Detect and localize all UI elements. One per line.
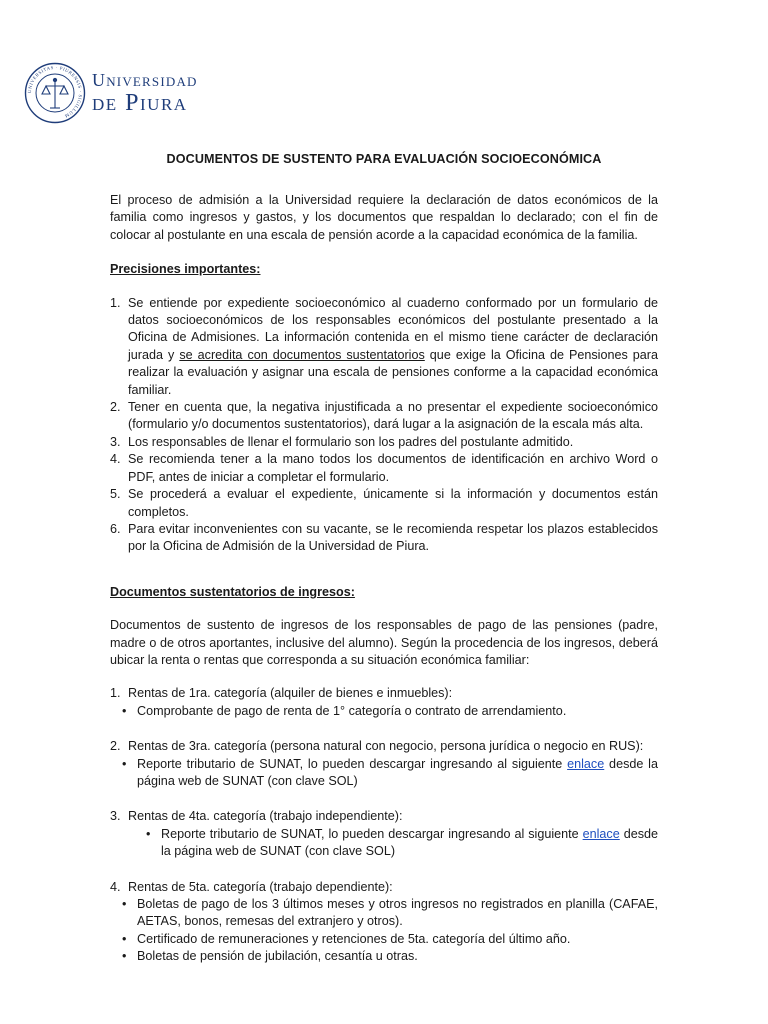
cat4-bullet-text-b: desde la página web de SUNAT (con clave SOL) — [161, 826, 659, 859]
sunat-link[interactable]: enlace — [567, 756, 605, 771]
list-item — [110, 808, 658, 860]
cat3-bullet-text-a: Reporte tributario de SUNAT, lo pueden descargar ingresando al siguiente — [137, 756, 568, 771]
list-item — [110, 826, 658, 861]
precision-3-text: Los responsables de llenar el formulario son los padres del postulante admitido. — [128, 434, 574, 449]
document-title: DOCUMENTOS DE SUSTENTO PARA EVALUACIÓN SOCIOECONÓMICA — [166, 152, 602, 166]
cat5-label: Rentas de 5ta. categoría (trabajo dependiente): — [128, 879, 393, 894]
sunat-link-2[interactable]: enlace — [582, 826, 620, 841]
university-wordmark — [92, 70, 198, 116]
list-number-2: 2. — [110, 739, 121, 754]
precision-1-text-a: Se entiende por expediente socioeconómico al cuaderno conformado por un formulario de datos socioeconómicos de los responsables económicos del postulante presentado a la Oficina de Admisiones. La información contenida en el mismo tiene carácter de declaración jurada y — [128, 295, 658, 362]
precision-4-text: Se recomienda tener a la mano todos los documentos de identificación en archivo Word o PDF, antes de iniciar a completar el formulario. — [128, 452, 658, 484]
logo-line-2: de Piura — [92, 90, 188, 116]
list-item — [110, 399, 658, 434]
list-number: 1. — [110, 295, 121, 310]
list-item — [110, 931, 658, 948]
intro-paragraph: El proceso de admisión a la Universidad requiere la declaración de datos económicos de la familia como ingresos y gastos, y los documentos que respaldan lo declarado; con el fin de colocar al postulante en una escala de pensión acorde a la capacidad económica de la familia. — [110, 193, 658, 242]
precision-1-text-b: que exige la Oficina de Pensiones para realizar la evaluación y asignar una escala de pensiones conforme a la capacidad económica familiar. — [128, 347, 658, 397]
list-item — [110, 879, 658, 966]
list-item — [110, 756, 658, 791]
list-item — [110, 948, 658, 965]
bullet-icon: • — [122, 931, 127, 946]
list-item — [110, 703, 658, 720]
list-item — [110, 451, 658, 486]
precision-1-underlined: se acredita con documentos sustentatorios — [179, 347, 425, 362]
cat1-label: Rentas de 1ra. categoría (alquiler de bienes e inmuebles): — [128, 686, 453, 701]
list-number: 3. — [110, 434, 121, 449]
list-item — [110, 685, 658, 720]
document-body — [110, 192, 658, 966]
precision-5-text: Se procederá a evaluar el expediente, únicamente si la información y documentos están completos. — [128, 487, 658, 519]
cat4-bullet-text-a: Reporte tributario de SUNAT, lo pueden descargar ingresando al siguiente — [161, 826, 583, 841]
university-seal-icon — [24, 62, 86, 124]
cat1-bullets — [110, 703, 658, 720]
precisiones-heading: Precisiones importantes: — [110, 262, 261, 277]
cat3-label: Rentas de 3ra. categoría (persona natural con negocio, persona jurídica o negocio en RUS): — [128, 739, 644, 754]
cat5-bullet-2: Certificado de remuneraciones y retenciones de 5ta. categoría del último año. — [137, 931, 571, 946]
list-number: 6. — [110, 521, 121, 536]
list-number-4: 4. — [110, 879, 121, 894]
list-item — [110, 434, 658, 451]
precision-2-text: Tener en cuenta que, la negativa injustificada a no presentar el expediente socioeconómico (formulario y/o documentos sustentatorios), dará lugar a la asignación de la escala más alta. — [128, 400, 658, 432]
svg-text:UNIVERSITAS · PIURENSIS · SIGI: UNIVERSITAS · PIURENSIS · SIGILLUM — [26, 64, 84, 119]
precisiones-list — [110, 295, 658, 556]
bullet-icon: • — [122, 897, 127, 911]
cat3-bullet-text-b: desde la página web de SUNAT (con clave SOL) — [137, 756, 658, 788]
list-item — [110, 896, 658, 931]
list-item — [110, 521, 658, 556]
bullet-icon: • — [122, 949, 127, 964]
list-number: 5. — [110, 487, 121, 502]
cat1-bullet-1: Comprobante de pago de renta de 1° categoría o contrato de arrendamiento. — [137, 703, 567, 718]
cat4-label: Rentas de 4ta. categoría (trabajo independiente): — [128, 809, 403, 824]
ingresos-intro: Documentos de sustento de ingresos de los responsables de pago de las pensiones (padre, madre o de otros aportantes, inclusive del alumno). Según la procedencia de los ingresos, deberá ubicar la renta o rentas que corresponda a su situación económica familiar: — [110, 618, 658, 667]
list-item — [110, 738, 658, 790]
list-number-3: 3. — [110, 809, 121, 824]
precision-6-text: Para evitar inconvenientes con su vacante, se le recomienda respetar los plazos establecidos por la Oficina de Admisión de la Universidad de Piura. — [128, 521, 658, 554]
list-number: 1. — [110, 686, 121, 701]
list-number: 4. — [110, 452, 121, 467]
logo-line-1: Universidad — [92, 70, 198, 90]
bullet-icon: • — [122, 756, 127, 771]
cat5-bullet-3: Boletas de pensión de jubilación, cesantía u otras. — [137, 949, 418, 964]
cat3-bullets — [110, 756, 658, 791]
bullet-icon: • — [146, 826, 151, 841]
ingresos-list — [110, 685, 658, 965]
university-logo — [24, 62, 198, 124]
list-number: 2. — [110, 400, 121, 415]
ingresos-heading: Documentos sustentatorios de ingresos: — [110, 584, 355, 599]
list-item — [110, 295, 658, 399]
cat5-bullet-1: Boletas de pago de los 3 últimos meses y otros ingresos no registrados en planilla (CAFAE, AETAS, bonos, remesas del extranjero y otros). — [137, 897, 658, 929]
bullet-icon: • — [122, 703, 127, 718]
list-item — [110, 486, 658, 521]
cat4-bullets — [110, 826, 658, 861]
cat5-bullets — [110, 896, 658, 966]
